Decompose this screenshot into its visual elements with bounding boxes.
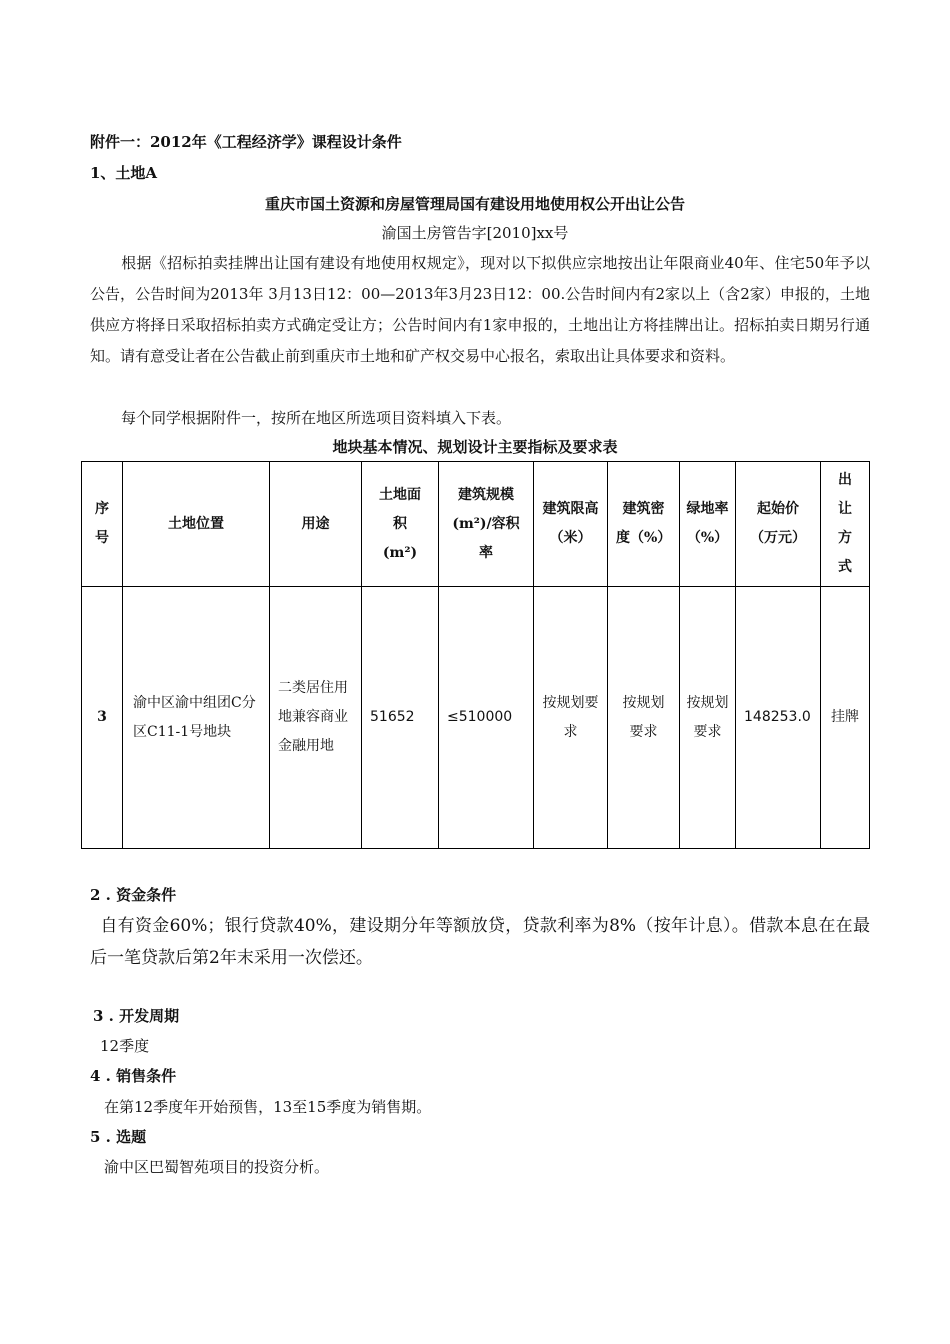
cell-green: 按规划要求 <box>680 587 736 849</box>
section-land-a: 1、土地A <box>90 164 158 182</box>
notice-doc-number: 渝国土房管告字[2010]xx号 <box>381 224 569 242</box>
header-seq: 序号 <box>82 462 123 587</box>
topic-title: 5 . 选题 <box>90 1128 147 1146</box>
table-header-row <box>82 462 870 587</box>
header-area: 土地面积(m²) <box>362 462 439 587</box>
sales-title: 4 . 销售条件 <box>90 1067 177 1085</box>
table-row <box>82 587 870 849</box>
cell-height: 按规划要求 <box>534 587 608 849</box>
cell-scale: ≤510000 <box>439 587 534 849</box>
period-title: 3 . 开发周期 <box>93 1007 180 1025</box>
attachment-heading: 附件一：2012年《工程经济学》课程设计条件 <box>90 133 402 151</box>
header-height: 建筑限高（米） <box>534 462 608 587</box>
land-table <box>81 461 870 849</box>
period-text: 12季度 <box>100 1037 150 1055</box>
funding-text: 自有资金60%；银行贷款40%，建设期分年等额放贷，贷款利率为8%（按年计息）。借款本息在在最后一笔贷款后第2年末采用一次偿还。 <box>90 916 870 968</box>
cell-location: 渝中区渝中组团C分区C11-1号地块 <box>123 587 270 849</box>
cell-area: 51652 <box>362 587 439 849</box>
notice-title: 重庆市国土资源和房屋管理局国有建设用地使用权公开出让公告 <box>264 195 685 213</box>
funding-title: 2 . 资金条件 <box>90 886 177 904</box>
header-method: 出让方式 <box>821 462 870 587</box>
cell-method: 挂牌 <box>821 587 870 849</box>
topic-text: 渝中区巴蜀智苑项目的投资分析。 <box>104 1158 330 1176</box>
header-use: 用途 <box>270 462 362 587</box>
header-density: 建筑密度（%） <box>608 462 680 587</box>
header-price: 起始价（万元） <box>736 462 821 587</box>
cell-price: 148253.0 <box>736 587 821 849</box>
header-location: 土地位置 <box>123 462 270 587</box>
cell-use: 二类居住用地兼容商业金融用地 <box>270 587 362 849</box>
header-green: 绿地率（%） <box>680 462 736 587</box>
cell-seq: 3 <box>82 587 123 849</box>
notice-instruction: 每个同学根据附件一，按所在地区所选项目资料填入下表。 <box>121 409 512 427</box>
header-scale: 建筑规模(m²)/容积率 <box>439 462 534 587</box>
sales-text: 在第12季度年开始预售，13至15季度为销售期。 <box>104 1098 432 1116</box>
cell-density: 按规划要求 <box>608 587 680 849</box>
notice-body: 根据《招标拍卖挂牌出让国有建设有地使用权规定》，现对以下拟供应宗地按出让年限商业40年、住宅50年予以公告，公告时间为2013年 3月13日12：00—2013年3月23日12：00.公告时间内有2家以上（含2家）申报的，土地供应方将择日采取招标拍卖方式确定受让方；公告时间内有1家申报的，土地出让方将挂牌出让。招标拍卖日期另行通知。请有意受让者在公告截止前到重庆市土地和矿产权交易中心报名，索取出让具体要求和资料。 <box>90 254 870 365</box>
table-caption: 地块基本情况、规划设计主要指标及要求表 <box>332 438 618 456</box>
